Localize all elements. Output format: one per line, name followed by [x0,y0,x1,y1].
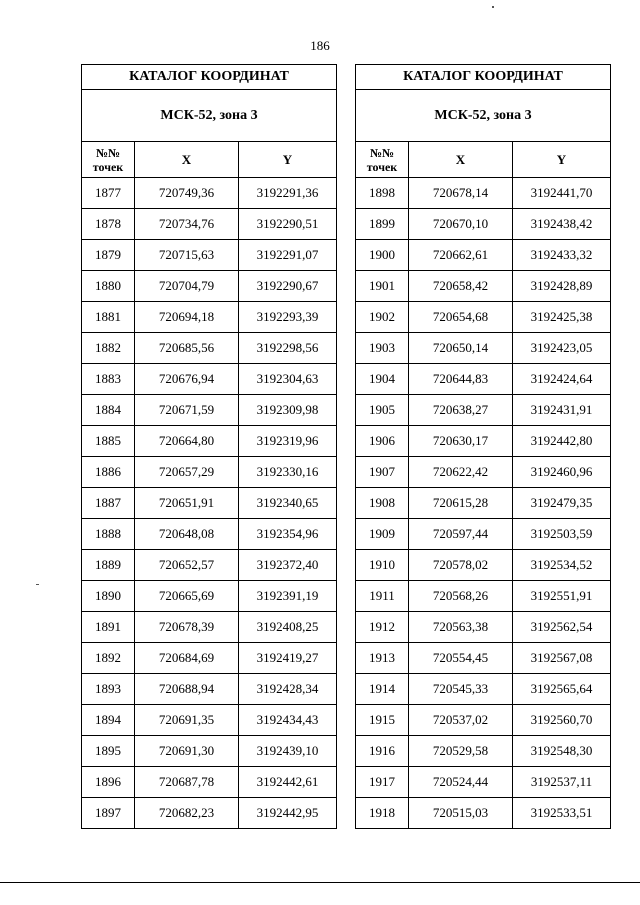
point-number-cell: 1898 [356,178,409,209]
point-number-cell: 1910 [356,550,409,581]
y-coordinate-cell: 3192434,43 [239,705,337,736]
table-row [82,643,337,674]
table-row [356,209,611,240]
point-number-cell: 1881 [82,302,135,333]
y-coordinate-cell: 3192319,96 [239,426,337,457]
x-coordinate-cell: 720715,63 [135,240,239,271]
x-coordinate-cell: 720691,30 [135,736,239,767]
coordinate-catalog-table-left [81,64,337,829]
column-header-x: X [409,142,513,178]
point-number-cell: 1917 [356,767,409,798]
table-title: КАТАЛОГ КООРДИНАТ [82,65,337,90]
point-number-cell: 1906 [356,426,409,457]
table-row [356,426,611,457]
point-number-cell: 1880 [82,271,135,302]
table-row [356,240,611,271]
table-row [356,736,611,767]
scan-speck [36,584,39,585]
point-number-cell: 1889 [82,550,135,581]
table-row [82,457,337,488]
x-coordinate-cell: 720678,14 [409,178,513,209]
y-coordinate-cell: 3192428,34 [239,674,337,705]
point-number-cell: 1916 [356,736,409,767]
y-coordinate-cell: 3192340,65 [239,488,337,519]
point-number-cell: 1899 [356,209,409,240]
point-number-cell: 1893 [82,674,135,705]
point-number-cell: 1915 [356,705,409,736]
y-coordinate-cell: 3192391,19 [239,581,337,612]
point-number-cell: 1897 [82,798,135,829]
table-row [356,643,611,674]
x-coordinate-cell: 720545,33 [409,674,513,705]
y-coordinate-cell: 3192503,59 [513,519,611,550]
table-row [356,364,611,395]
table-row [356,333,611,364]
point-number-cell: 1909 [356,519,409,550]
point-number-cell: 1887 [82,488,135,519]
y-coordinate-cell: 3192290,67 [239,271,337,302]
page-bottom-rule [0,882,640,883]
y-coordinate-cell: 3192423,05 [513,333,611,364]
x-coordinate-cell: 720658,42 [409,271,513,302]
y-coordinate-cell: 3192428,89 [513,271,611,302]
x-coordinate-cell: 720651,91 [135,488,239,519]
scan-speck [492,6,494,8]
y-coordinate-cell: 3192293,39 [239,302,337,333]
table-row [356,705,611,736]
table-body [356,178,611,829]
y-coordinate-cell: 3192431,91 [513,395,611,426]
table-row [82,364,337,395]
point-number-cell: 1885 [82,426,135,457]
x-coordinate-cell: 720515,03 [409,798,513,829]
table-row [356,550,611,581]
table-subtitle: МСК-52, зона 3 [356,90,611,142]
table-row [356,581,611,612]
y-coordinate-cell: 3192291,36 [239,178,337,209]
y-coordinate-cell: 3192551,91 [513,581,611,612]
y-coordinate-cell: 3192537,11 [513,767,611,798]
x-coordinate-cell: 720657,29 [135,457,239,488]
y-coordinate-cell: 3192298,56 [239,333,337,364]
x-coordinate-cell: 720704,79 [135,271,239,302]
point-number-cell: 1908 [356,488,409,519]
y-coordinate-cell: 3192479,35 [513,488,611,519]
column-header-y: Y [513,142,611,178]
column-header-y: Y [239,142,337,178]
y-coordinate-cell: 3192442,95 [239,798,337,829]
point-number-cell: 1884 [82,395,135,426]
x-coordinate-cell: 720529,58 [409,736,513,767]
table-row [82,271,337,302]
y-coordinate-cell: 3192438,42 [513,209,611,240]
table-row [82,302,337,333]
y-coordinate-cell: 3192291,07 [239,240,337,271]
point-number-cell: 1888 [82,519,135,550]
y-coordinate-cell: 3192419,27 [239,643,337,674]
point-number-cell: 1879 [82,240,135,271]
point-number-cell: 1877 [82,178,135,209]
table-row [82,178,337,209]
point-number-cell: 1894 [82,705,135,736]
point-number-cell: 1914 [356,674,409,705]
point-number-cell: 1913 [356,643,409,674]
y-coordinate-cell: 3192304,63 [239,364,337,395]
x-coordinate-cell: 720665,69 [135,581,239,612]
x-coordinate-cell: 720654,68 [409,302,513,333]
table-row [82,550,337,581]
y-coordinate-cell: 3192548,30 [513,736,611,767]
x-coordinate-cell: 720676,94 [135,364,239,395]
point-number-cell: 1890 [82,581,135,612]
y-coordinate-cell: 3192439,10 [239,736,337,767]
x-coordinate-cell: 720652,57 [135,550,239,581]
x-coordinate-cell: 720687,78 [135,767,239,798]
x-coordinate-cell: 720749,36 [135,178,239,209]
x-coordinate-cell: 720554,45 [409,643,513,674]
y-coordinate-cell: 3192408,25 [239,612,337,643]
x-coordinate-cell: 720630,17 [409,426,513,457]
table-row [356,178,611,209]
point-number-cell: 1896 [82,767,135,798]
table-row [82,705,337,736]
y-coordinate-cell: 3192567,08 [513,643,611,674]
page-number: 186 [310,38,330,53]
y-coordinate-cell: 3192534,52 [513,550,611,581]
x-coordinate-cell: 720694,18 [135,302,239,333]
point-number-cell: 1878 [82,209,135,240]
table-row [356,612,611,643]
y-coordinate-cell: 3192562,54 [513,612,611,643]
x-coordinate-cell: 720684,69 [135,643,239,674]
y-coordinate-cell: 3192372,40 [239,550,337,581]
point-number-cell: 1905 [356,395,409,426]
table-row [356,767,611,798]
y-coordinate-cell: 3192560,70 [513,705,611,736]
column-header-point-number: №№ точек [82,142,135,178]
table-row [356,519,611,550]
point-number-cell: 1903 [356,333,409,364]
column-header-point-number: №№ точек [356,142,409,178]
y-coordinate-cell: 3192442,80 [513,426,611,457]
x-coordinate-cell: 720691,35 [135,705,239,736]
table-row [356,674,611,705]
x-coordinate-cell: 720524,44 [409,767,513,798]
x-coordinate-cell: 720671,59 [135,395,239,426]
y-coordinate-cell: 3192425,38 [513,302,611,333]
x-coordinate-cell: 720644,83 [409,364,513,395]
table-row [356,302,611,333]
y-coordinate-cell: 3192330,16 [239,457,337,488]
point-number-cell: 1891 [82,612,135,643]
point-number-cell: 1892 [82,643,135,674]
x-coordinate-cell: 720648,08 [135,519,239,550]
x-coordinate-cell: 720622,42 [409,457,513,488]
table-row [82,581,337,612]
table-row [356,395,611,426]
x-coordinate-cell: 720597,44 [409,519,513,550]
x-coordinate-cell: 720568,26 [409,581,513,612]
table-row [82,736,337,767]
x-coordinate-cell: 720685,56 [135,333,239,364]
y-coordinate-cell: 3192290,51 [239,209,337,240]
table-row [356,271,611,302]
table-title: КАТАЛОГ КООРДИНАТ [356,65,611,90]
point-number-cell: 1902 [356,302,409,333]
x-coordinate-cell: 720537,02 [409,705,513,736]
table-row [82,333,337,364]
y-coordinate-cell: 3192309,98 [239,395,337,426]
y-coordinate-cell: 3192441,70 [513,178,611,209]
table-row [82,674,337,705]
table-row [82,209,337,240]
table-row [356,798,611,829]
x-coordinate-cell: 720664,80 [135,426,239,457]
x-coordinate-cell: 720578,02 [409,550,513,581]
x-coordinate-cell: 720678,39 [135,612,239,643]
point-number-cell: 1895 [82,736,135,767]
point-number-cell: 1912 [356,612,409,643]
point-number-cell: 1886 [82,457,135,488]
x-coordinate-cell: 720638,27 [409,395,513,426]
y-coordinate-cell: 3192565,64 [513,674,611,705]
x-coordinate-cell: 720662,61 [409,240,513,271]
point-number-cell: 1911 [356,581,409,612]
y-coordinate-cell: 3192433,32 [513,240,611,271]
table-row [82,488,337,519]
table-row [82,798,337,829]
x-coordinate-cell: 720670,10 [409,209,513,240]
point-number-cell: 1907 [356,457,409,488]
coordinate-catalog-table-right [355,64,611,829]
table-row [82,395,337,426]
table-subtitle: МСК-52, зона 3 [82,90,337,142]
x-coordinate-cell: 720615,28 [409,488,513,519]
table-row [82,519,337,550]
table-row [82,612,337,643]
point-number-cell: 1882 [82,333,135,364]
table-row [82,426,337,457]
table-body [82,178,337,829]
table-row [356,488,611,519]
y-coordinate-cell: 3192424,64 [513,364,611,395]
table-row [82,240,337,271]
table-row [356,457,611,488]
point-number-cell: 1918 [356,798,409,829]
x-coordinate-cell: 720682,23 [135,798,239,829]
table-row [82,767,337,798]
point-number-cell: 1904 [356,364,409,395]
y-coordinate-cell: 3192460,96 [513,457,611,488]
y-coordinate-cell: 3192354,96 [239,519,337,550]
y-coordinate-cell: 3192442,61 [239,767,337,798]
y-coordinate-cell: 3192533,51 [513,798,611,829]
point-number-cell: 1883 [82,364,135,395]
x-coordinate-cell: 720734,76 [135,209,239,240]
point-number-cell: 1901 [356,271,409,302]
x-coordinate-cell: 720688,94 [135,674,239,705]
x-coordinate-cell: 720563,38 [409,612,513,643]
column-header-x: X [135,142,239,178]
x-coordinate-cell: 720650,14 [409,333,513,364]
point-number-cell: 1900 [356,240,409,271]
